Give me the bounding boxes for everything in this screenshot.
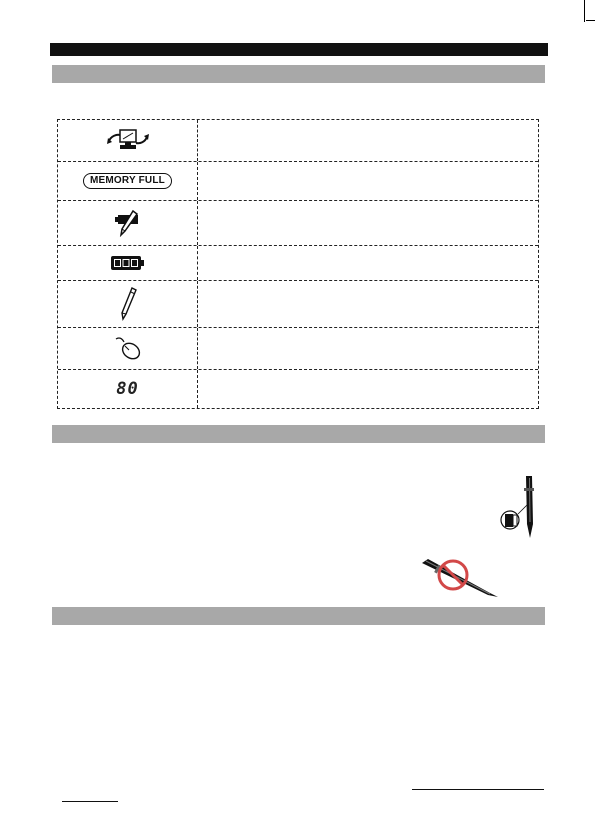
pen-low-battery-icon xyxy=(113,209,143,237)
icon-table-icon-cell xyxy=(58,246,198,280)
icon-table-description-cell xyxy=(198,370,538,408)
icon-table-description-cell xyxy=(198,162,538,200)
computer-sync-icon xyxy=(103,127,153,155)
mouse-icon xyxy=(113,336,143,362)
icon-table-description-cell xyxy=(198,328,538,369)
icon-table-icon-cell xyxy=(58,162,198,200)
icon-table-icon-cell xyxy=(58,370,198,408)
icon-table-row xyxy=(58,120,538,162)
footer-rule-left xyxy=(62,801,118,802)
memory-full-badge: MEMORY FULL xyxy=(83,173,172,189)
icon-table-description-cell xyxy=(198,120,538,161)
pen-prohibited-icon xyxy=(418,555,500,599)
icon-table-row xyxy=(58,162,538,201)
icon-table-row xyxy=(58,281,538,328)
pen-icon xyxy=(118,286,138,322)
icon-table-description-cell xyxy=(198,281,538,327)
icon-table-row xyxy=(58,201,538,246)
digit-display-icon: 80 xyxy=(116,379,139,399)
icon-table-row xyxy=(58,246,538,281)
pen-with-cap-icon xyxy=(490,474,550,542)
crop-mark-top-right-horizontal xyxy=(586,20,595,21)
icon-table-description-cell xyxy=(198,201,538,245)
battery-full-icon xyxy=(110,255,146,271)
icon-table-icon-cell xyxy=(58,120,198,161)
icon-table-icon-cell xyxy=(58,201,198,245)
footer-rule-right xyxy=(412,789,544,790)
icon-table-icon-cell xyxy=(58,281,198,327)
section-header-bar-2 xyxy=(52,425,545,443)
icon-table-icon-cell xyxy=(58,328,198,369)
icon-table-description-cell xyxy=(198,246,538,280)
crop-mark-top-right xyxy=(584,0,585,22)
section-header-bar-3 xyxy=(52,607,545,625)
icon-table-row xyxy=(58,328,538,370)
icon-table-row xyxy=(58,370,538,408)
section-header-bar-1 xyxy=(52,65,545,83)
icon-legend-table xyxy=(57,119,539,409)
top-header-bar xyxy=(50,43,548,56)
